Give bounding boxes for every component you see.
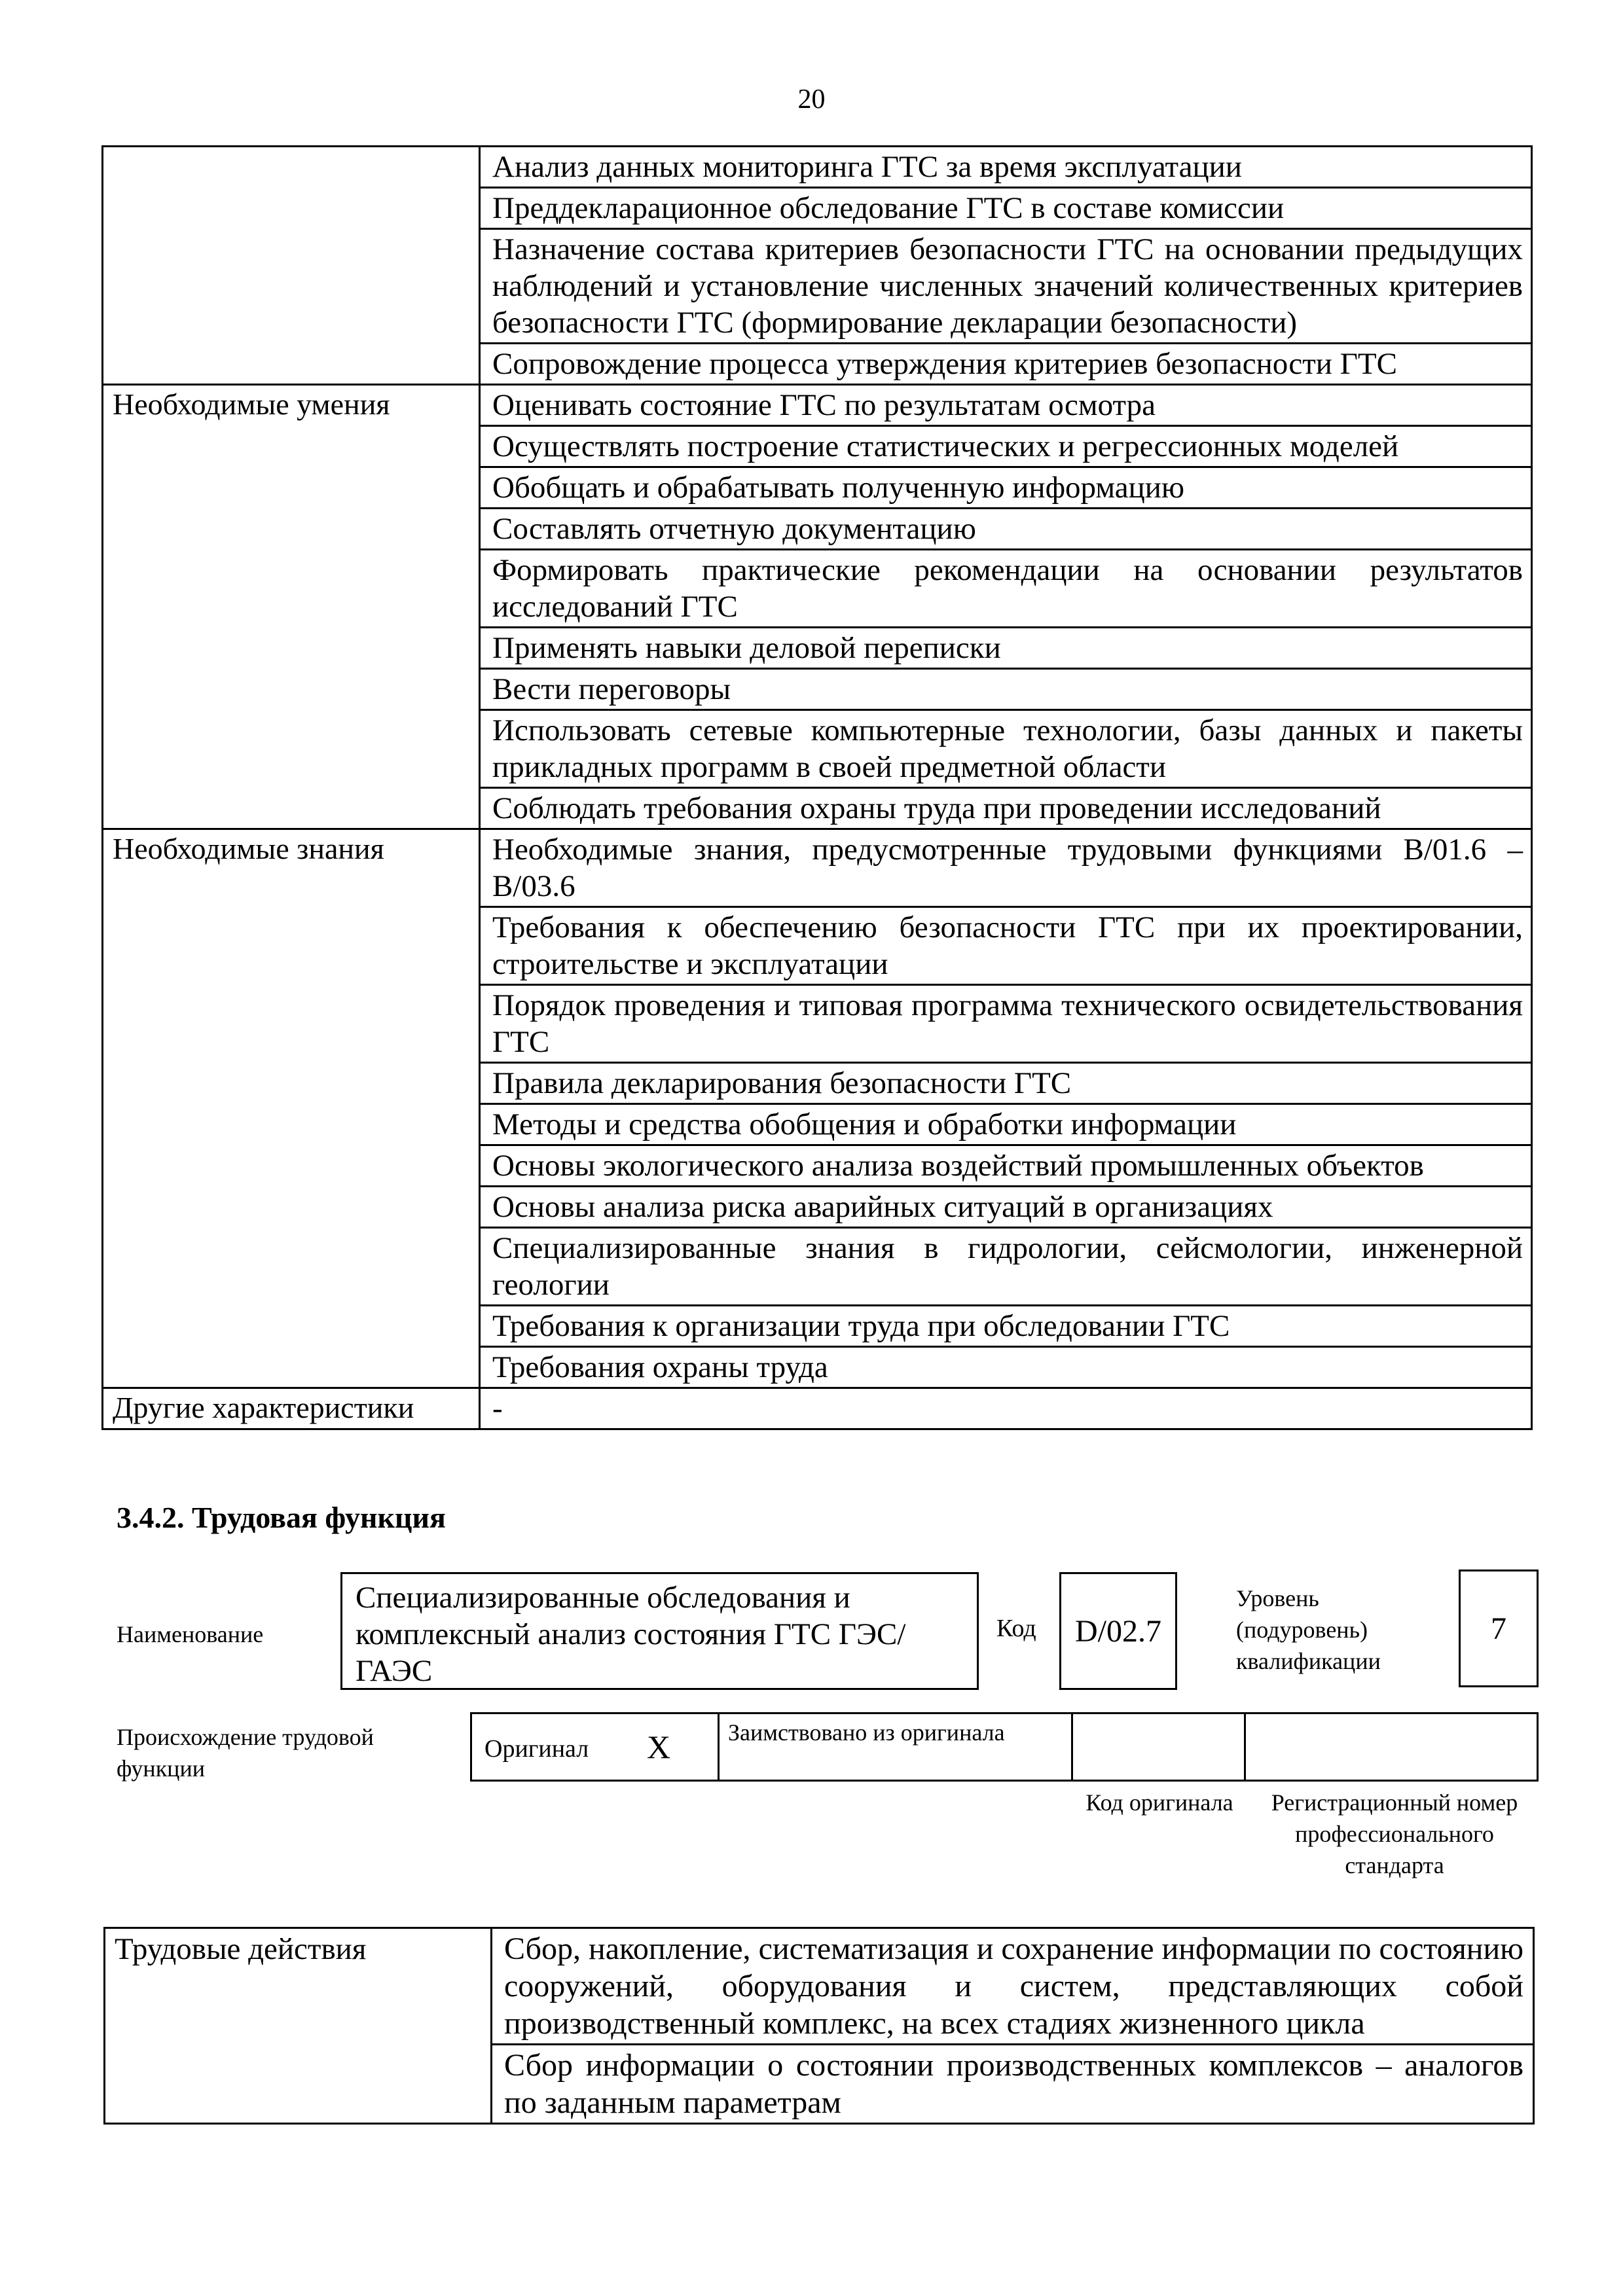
origin-label: Происхождение трудовой функции (117, 1724, 374, 1782)
table-cell: Анализ данных мониторинга ГТС за время эксплуатации (480, 147, 1532, 188)
code-original-caption: Код оригинала (1085, 1789, 1233, 1816)
level-value: 7 (1491, 1611, 1506, 1646)
table-cell: Требования охраны труда (480, 1347, 1532, 1388)
borrowed-label: Заимствовано из оригинала (728, 1719, 1005, 1746)
other-value: - (480, 1388, 1532, 1429)
table-row (103, 385, 1532, 426)
table-cell: Обобщать и обрабатывать полученную информацию (480, 467, 1532, 509)
table-cell: Осуществлять построение статистических и регрессионных моделей (480, 426, 1532, 467)
table-cell: Сбор информации о состоянии производственных комплексов – аналогов по заданным параметрам (492, 2045, 1534, 2124)
table-row (105, 1928, 1534, 2045)
table-cell: Назначение состава критериев безопасности ГТС на основании предыдущих наблюдений и установление численных значений количественных критериев безопасности ГТС (формирование декларации безопасности) (480, 229, 1532, 344)
origin-divider-3 (1244, 1712, 1246, 1782)
level-label: Уровень (подуровень) квалификации (1236, 1585, 1381, 1674)
code-label: Код (996, 1615, 1036, 1642)
table-cell: Основы экологического анализа воздействий промышленных объектов (480, 1145, 1532, 1187)
table-cell: Сопровождение процесса утверждения критериев безопасности ГТС (480, 344, 1532, 385)
table-cell: Порядок проведения и типовая программа технического освидетельствования ГТС (480, 985, 1532, 1063)
requirements-table (101, 145, 1533, 1430)
table-cell: Требования к обеспечению безопасности ГТС при их проектировании, строительстве и эксплуатации (480, 907, 1532, 985)
level-value-box (1459, 1570, 1539, 1687)
name-value: Специализированные обследования и комплексный анализ состояния ГТС ГЭС/ГАЭС (356, 1581, 906, 1688)
other-label: Другие характеристики (103, 1388, 480, 1429)
page-number: 20 (797, 84, 826, 115)
table-cell: Основы анализа риска аварийных ситуаций в организациях (480, 1187, 1532, 1228)
actions-table (103, 1927, 1535, 2125)
table-cell: Специализированные знания в гидрологии, сейсмологии, инженерной геологии (480, 1228, 1532, 1306)
table-cell: Вести переговоры (480, 669, 1532, 710)
table-cell: Необходимые знания, предусмотренные трудовыми функциями В/01.6 – В/03.6 (480, 829, 1532, 907)
section-title: 3.4.2. Трудовая функция (117, 1501, 446, 1534)
skills-label: Необходимые умения (103, 385, 480, 829)
table-row (103, 1388, 1532, 1429)
table-cell: Методы и средства обобщения и обработки информации (480, 1104, 1532, 1145)
table-cell: Формировать практические рекомендации на основании результатов исследований ГТС (480, 550, 1532, 628)
name-label: Наименование (117, 1621, 264, 1647)
table-cell: Составлять отчетную документацию (480, 509, 1532, 550)
table-row (103, 147, 1532, 188)
original-mark: X (647, 1729, 671, 1765)
table-cell: Правила декларирования безопасности ГТС (480, 1063, 1532, 1104)
code-value: D/02.7 (1075, 1613, 1161, 1649)
table-cell: Использовать сетевые компьютерные технологии, базы данных и пакеты прикладных программ в своей предметной области (480, 710, 1532, 788)
name-value-box (340, 1572, 979, 1690)
empty-label-cell (103, 147, 480, 385)
code-value-box (1059, 1572, 1177, 1690)
origin-divider-1 (718, 1712, 720, 1782)
table-cell: Преддекларационное обследование ГТС в составе комиссии (480, 188, 1532, 229)
table-cell: Сбор, накопление, систематизация и сохранение информации по состоянию сооружений, оборудования и систем, представляющих собой производственный комплекс, на всех стадиях жизненного цикла (492, 1928, 1534, 2045)
knowledge-label: Необходимые знания (103, 829, 480, 1388)
origin-divider-2 (1071, 1712, 1073, 1782)
table-cell: Требования к организации труда при обследовании ГТС (480, 1306, 1532, 1347)
table-cell: Применять навыки деловой переписки (480, 628, 1532, 669)
table-row (103, 829, 1532, 907)
reg-number-caption: Регистрационный номер профессионального стандарта (1271, 1789, 1518, 1878)
table-cell: Соблюдать требования охраны труда при проведении исследований (480, 788, 1532, 829)
table-cell: Оценивать состояние ГТС по результатам осмотра (480, 385, 1532, 426)
original-label: Оригинал (484, 1735, 589, 1763)
actions-label: Трудовые действия (105, 1928, 492, 2124)
